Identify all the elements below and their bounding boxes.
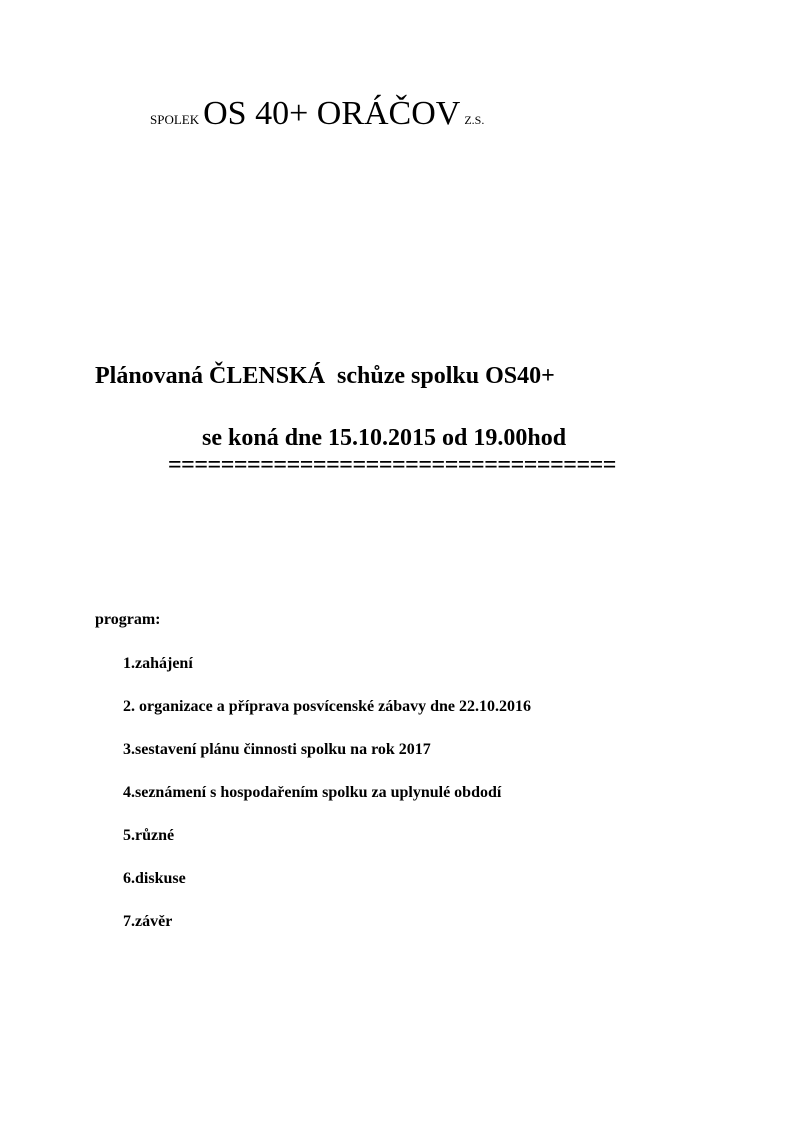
meeting-date-line: se koná dne 15.10.2015 od 19.00hod (202, 425, 567, 451)
agenda-item: 7.závěr (123, 913, 173, 930)
agenda-item: 2. organizace a příprava posvícenské zábavy dne 22.10.2016 (123, 698, 531, 715)
agenda-item: 1.zahájení (123, 655, 193, 672)
org-prefix: SPOLEK (150, 112, 200, 127)
organization-header (150, 95, 484, 133)
org-name: OS 40+ ORÁČOV (203, 95, 461, 132)
meeting-title: Plánovaná ČLENSKÁ schůze spolku OS40+ (95, 363, 555, 389)
agenda-item: 5.různé (123, 827, 175, 844)
org-suffix: Z.S. (464, 113, 485, 127)
agenda-item: 6.diskuse (123, 870, 186, 887)
title-divider: ================================== (168, 452, 616, 478)
agenda-list (123, 654, 531, 955)
agenda-item: 4.seznámení s hospodařením spolku za uplynulé obdodí (123, 784, 502, 801)
program-label: program: (95, 611, 161, 628)
agenda-item: 3.sestavení plánu činnosti spolku na rok 2017 (123, 741, 431, 758)
